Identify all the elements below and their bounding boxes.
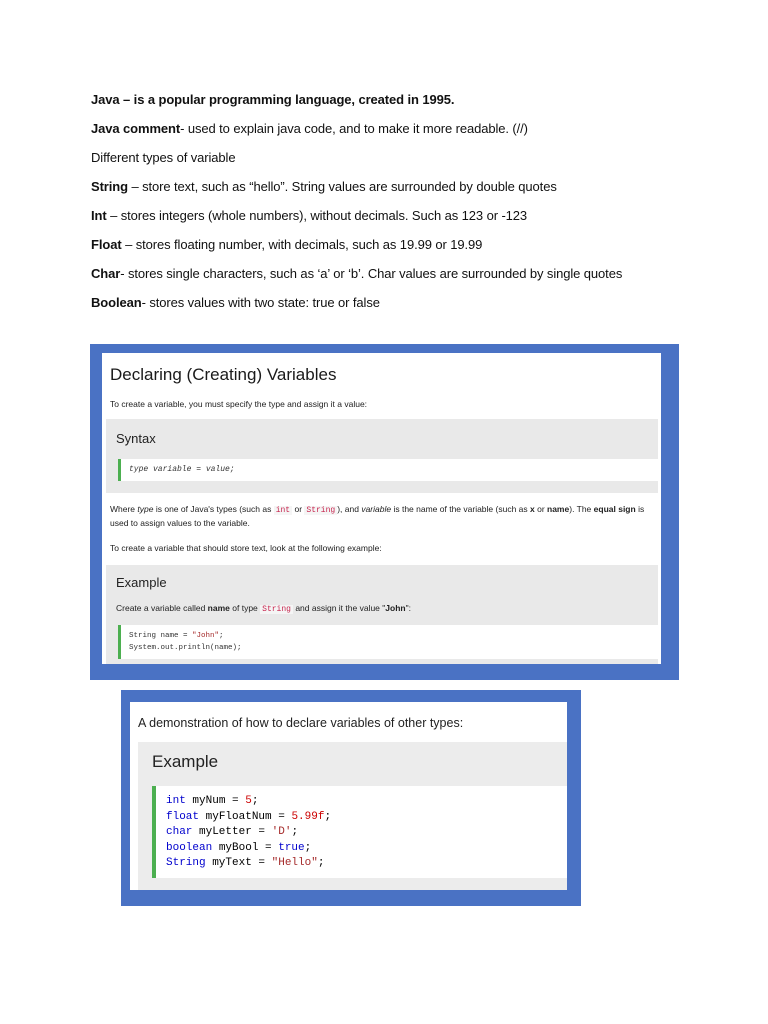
note-term: Int xyxy=(91,208,107,223)
where-text: is one of Java's types (such as xyxy=(153,504,274,514)
note-text: – is a popular programming language, created in 1995. xyxy=(119,92,455,107)
demo-text: A demonstration of how to declare variables of other types: xyxy=(138,716,464,730)
code-part: ; xyxy=(291,826,299,838)
code-value: 5 xyxy=(245,795,252,807)
where-equal-term: equal sign xyxy=(593,504,636,514)
code-keyword: String xyxy=(166,857,206,869)
code-part: myBool = xyxy=(212,841,279,854)
screenshot-declaring-variables xyxy=(90,344,679,680)
desc-text: ": xyxy=(405,603,411,613)
example-panel xyxy=(106,565,658,664)
note-term: String xyxy=(91,179,128,194)
note-java-comment xyxy=(91,121,731,150)
note-term: Boolean xyxy=(91,295,142,310)
screenshot-other-types xyxy=(121,690,581,906)
syntax-title: Syntax xyxy=(116,431,156,446)
screenshot-content xyxy=(130,702,567,890)
code-line xyxy=(166,856,567,872)
where-type-term: type xyxy=(137,504,154,514)
note-text: - stores values with two state: true or false xyxy=(141,295,380,310)
note-variable-types xyxy=(91,150,731,179)
code-line xyxy=(166,825,567,841)
note-text: - stores single characters, such as ‘a’ or ‘b’. Char values are surrounded by single quotes xyxy=(120,266,623,281)
code-value: true xyxy=(278,841,305,854)
code-line xyxy=(166,794,567,810)
where-x-term: x xyxy=(530,504,535,514)
example-panel xyxy=(138,742,567,890)
code-part: ; xyxy=(251,795,259,807)
code-value: 'D' xyxy=(271,826,292,838)
code-part: myNum = xyxy=(185,795,246,807)
desc-name: name xyxy=(207,603,230,613)
code-value: 5.99f xyxy=(291,810,325,823)
where-text: or xyxy=(534,504,548,514)
note-text: – store text, such as “hello”. String values are surrounded by double quotes xyxy=(127,179,557,194)
example-title: Example xyxy=(152,752,219,771)
example-code xyxy=(118,625,658,659)
where-text: ), and xyxy=(337,504,362,514)
note-text: – stores integers (whole numbers), without decimals. Such as 123 or -123 xyxy=(106,208,528,223)
note-string xyxy=(91,179,731,208)
store-text: To create a variable that should store text, look at the following example: xyxy=(110,543,382,553)
note-text: – stores floating number, with decimals, such as 19.99 or 19.99 xyxy=(121,237,483,252)
code-keyword: boolean xyxy=(166,841,213,854)
where-name-term: name xyxy=(547,504,570,514)
code-line xyxy=(129,630,658,642)
code-part: ; xyxy=(219,632,224,640)
code-part: ; xyxy=(317,857,325,869)
code-value: "Hello" xyxy=(271,857,318,869)
where-text: ). The xyxy=(569,504,594,514)
note-boolean xyxy=(91,295,731,324)
screenshot-content xyxy=(102,353,661,664)
code-line xyxy=(166,841,567,857)
code-keyword: char xyxy=(166,826,193,838)
desc-text: of type xyxy=(229,603,261,613)
where-variable-term: variable xyxy=(361,504,392,514)
code-part: String name = xyxy=(129,632,193,640)
note-char xyxy=(91,266,731,295)
where-text: or xyxy=(292,504,305,514)
code-string: String xyxy=(306,506,336,515)
code-string-literal: "John" xyxy=(192,632,220,640)
page-heading: Declaring (Creating) Variables xyxy=(110,365,337,384)
code-part: myFloatNum = xyxy=(199,810,292,823)
intro-text: To create a variable, you must specify the type and assign it a value: xyxy=(110,399,368,409)
code-part: myLetter = xyxy=(192,826,272,838)
code-line xyxy=(166,810,567,826)
code-keyword: int xyxy=(166,795,186,807)
where-text: is used to assign values to the variable. xyxy=(110,504,645,528)
notes-section xyxy=(91,92,731,324)
example-code xyxy=(152,786,567,878)
note-text: - used to explain java code, and to make it more readable. (//) xyxy=(180,121,528,136)
desc-text: and assign it the value " xyxy=(292,603,386,613)
code-part: ; xyxy=(324,810,332,823)
code-line: System.out.println(name); xyxy=(129,644,242,652)
note-float xyxy=(91,237,731,266)
desc-text: Create a variable called xyxy=(116,603,208,613)
where-paragraph xyxy=(110,503,655,530)
note-int xyxy=(91,208,731,237)
example-description xyxy=(116,603,411,614)
example-title: Example xyxy=(116,575,167,590)
note-java xyxy=(91,92,731,121)
note-term: Java xyxy=(91,92,120,107)
note-text: Different types of variable xyxy=(91,150,236,165)
note-term: Java comment xyxy=(91,121,181,136)
note-term: Char xyxy=(91,266,121,281)
where-text: Where xyxy=(110,504,138,514)
code-int: int xyxy=(275,506,291,515)
where-text: is the name of the variable (such as xyxy=(391,504,530,514)
note-term: Float xyxy=(91,237,122,252)
code-part: myText = xyxy=(205,857,272,869)
syntax-panel xyxy=(106,419,658,493)
desc-john: John xyxy=(385,603,406,613)
code-part: ; xyxy=(304,841,312,854)
code-string: String xyxy=(262,605,291,614)
syntax-code: type variable = value; xyxy=(118,459,658,481)
code-keyword: float xyxy=(166,810,200,823)
